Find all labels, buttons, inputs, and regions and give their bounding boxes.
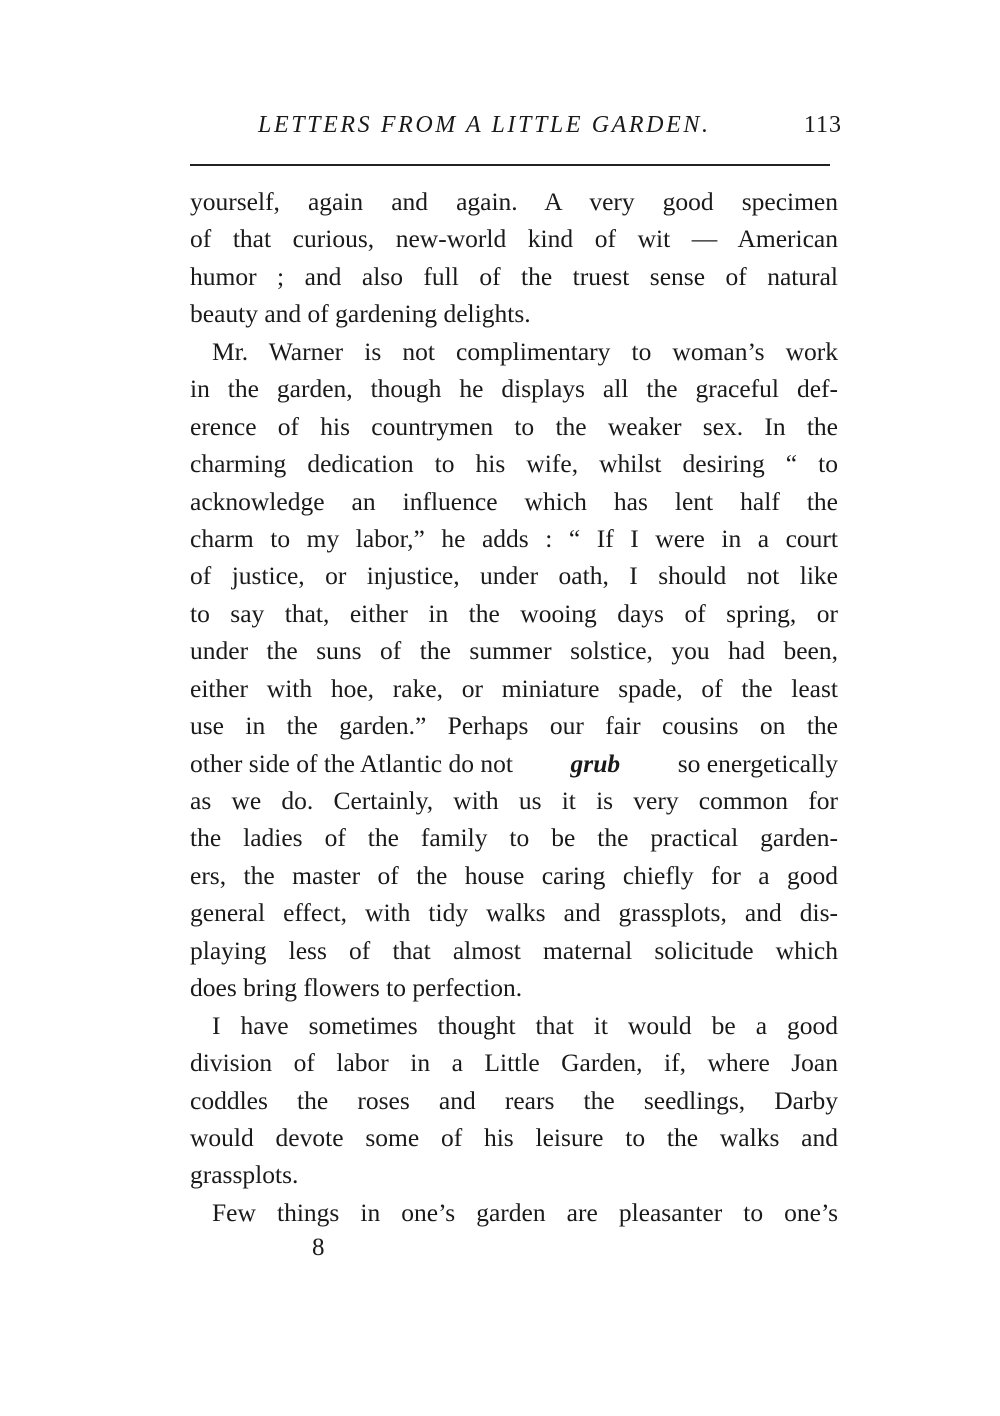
text-line: in the garden, though he displays all the graceful def-	[190, 374, 838, 404]
text-line: as we do. Certainly, with us it is very common for	[190, 786, 838, 815]
text-line: grassplots.	[190, 1160, 299, 1190]
text-line: of justice, or injustice, under oath, I should not like	[190, 561, 838, 591]
running-header	[190, 112, 842, 148]
text-line: of that curious, new-world kind of wit — American	[190, 224, 838, 254]
header-rule	[190, 164, 830, 166]
text-line: division of labor in a Little Garden, if, where Joan	[190, 1048, 838, 1078]
text-line: Few things in one’s garden are pleasanter to one’s	[212, 1197, 838, 1227]
text-line: charming dedication to his wife, whilst desiring “ to	[190, 449, 838, 479]
text-line: charm to my labor,” he adds : “ If I were in a court	[190, 523, 838, 553]
text-line: beauty and of gardening delights.	[190, 299, 531, 329]
text-line: ers, the master of the house caring chiefly for a good	[190, 860, 838, 890]
text-line: the ladies of the family to be the practical garden-	[190, 823, 838, 853]
text-segment: so energetically	[677, 748, 838, 778]
text-line: either with hoe, rake, or miniature spade, of the least	[190, 673, 838, 703]
text-line: erence of his countrymen to the weaker sex. In the	[190, 411, 838, 441]
page-number: 113	[803, 112, 842, 138]
text-line: yourself, again and again. A very good specimen	[190, 187, 838, 216]
text-line: general effect, with tidy walks and grassplots, and dis-	[190, 898, 838, 928]
text-line: acknowledge an influence which has lent half the	[190, 486, 838, 516]
text-line	[190, 745, 838, 782]
text-line: Mr. Warner is not complimentary to woman’s work	[212, 336, 838, 366]
text-line: under the suns of the summer solstice, you had been,	[190, 636, 838, 666]
text-line: coddles the roses and rears the seedlings, Darby	[190, 1085, 838, 1115]
italic-word: grub	[570, 748, 621, 778]
text-line: to say that, either in the wooing days of spring, or	[190, 598, 838, 628]
text-line: playing less of that almost maternal solicitude which	[190, 935, 838, 965]
text-line: would devote some of his leisure to the walks and	[190, 1122, 838, 1152]
text-line: use in the garden.” Perhaps our fair cousins on the	[190, 711, 838, 741]
text-line: humor ; and also full of the truest sense of natural	[190, 261, 838, 291]
text-line: I have sometimes thought that it would be a good	[212, 1010, 838, 1040]
signature-mark: 8	[312, 1234, 325, 1261]
text-line: does bring flowers to perfection.	[190, 973, 523, 1003]
text-segment: other side of the Atlantic do not	[190, 748, 513, 778]
body-text	[190, 183, 838, 1231]
running-title: LETTERS FROM A LITTLE GARDEN.	[258, 112, 711, 138]
